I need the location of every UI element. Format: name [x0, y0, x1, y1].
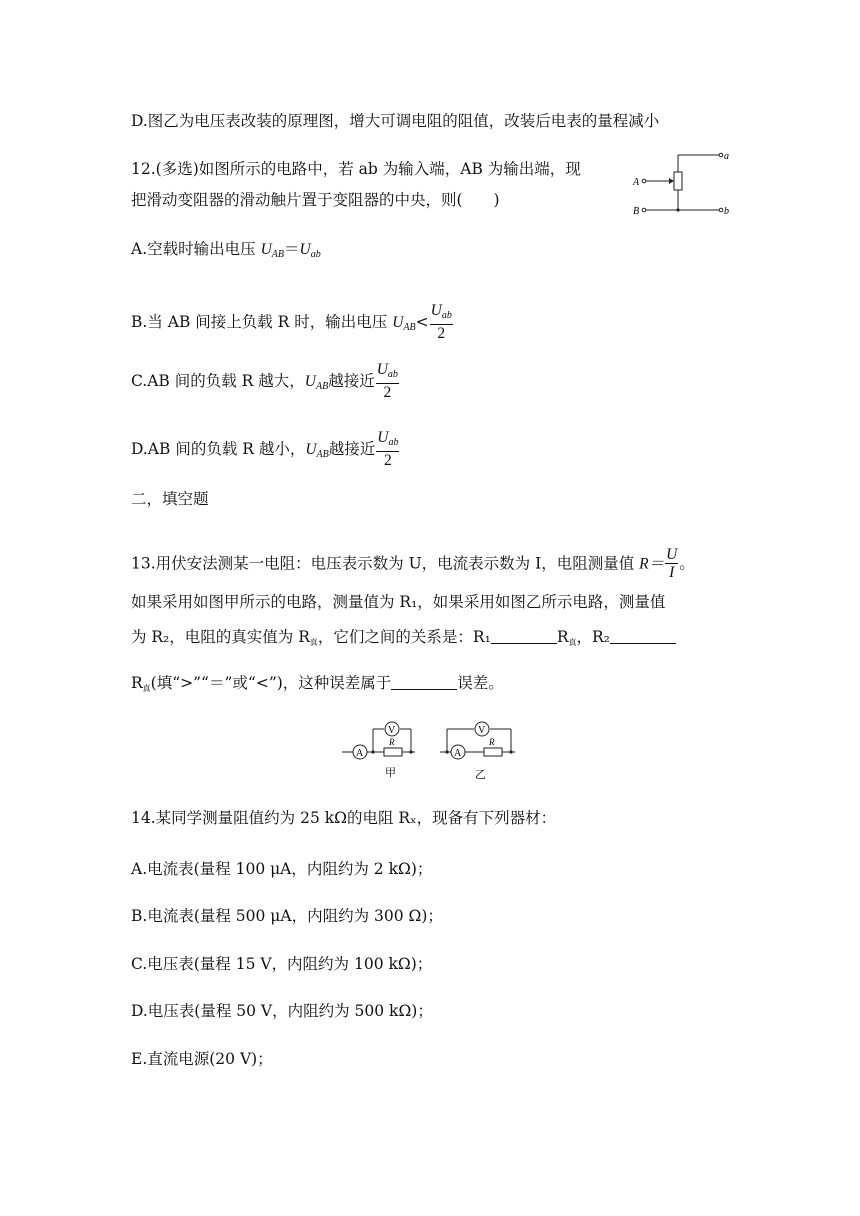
q13-stem-line3: 为 R₂，电阻的真实值为 $R_真$，它们之间的关系是：R₁ $R_真$，R₂ [131, 627, 676, 653]
fig-caption-jia: 甲 [385, 767, 396, 779]
q12-option-d: D.AB 间的负载 R 越小，$U_{AB}$越接近 $\frac{U_{ab}}{2}$ [131, 429, 399, 469]
q12-option-a: A.空载时输出电压 $U_{AB}=U_{ab}$ [131, 240, 321, 260]
q14-option-b: B.电流表(量程 500 μA，内阻约为 300 Ω)； [131, 907, 443, 925]
q13-circuit-diagrams [340, 716, 530, 784]
q13-blank-3[interactable] [391, 675, 457, 690]
fig-yi-resistor: R [489, 737, 495, 747]
q12-stem-line1: 12.(多选)如图所示的电路中，若 ab 为输入端，AB 为输出端，现 [131, 160, 581, 178]
q12-label-A: A [633, 177, 640, 188]
fig-caption-yi: 乙 [475, 769, 486, 781]
q13-blank-2[interactable] [610, 629, 676, 644]
q12-option-b: B.当 AB 间接上负载 R 时，输出电压 $U_{AB}<$ $\frac{U_{ab}}{2}$ [131, 302, 452, 342]
fig-jia-ammeter: A [356, 748, 364, 759]
fig-jia-voltmeter: V [388, 725, 396, 736]
q14-option-a: A.电流表(量程 100 μA，内阻约为 2 kΩ)； [131, 860, 433, 878]
q12-label-a: a [724, 151, 729, 162]
fig-yi-ammeter: A [454, 748, 462, 759]
q11-option-d: D.图乙为电压表改装的原理图，增大可调电阻的阻值，改装后电表的量程减小 [131, 112, 660, 130]
q14-option-d: D.电压表(量程 50 V，内阻约为 500 kΩ)； [131, 1002, 433, 1020]
q12-circuit-diagram [632, 146, 742, 222]
q14-stem: 14.某同学测量阻值约为 25 kΩ的电阻 Rₓ，现备有下列器材： [131, 809, 557, 827]
fig-jia-resistor: R [389, 737, 395, 747]
fig-yi-voltmeter: V [478, 725, 486, 736]
q13-stem-line2: 如果采用如图甲所示的电路，测量值为 R₁，如果采用如图乙所示电路，测量值 [131, 593, 666, 611]
q12-label-B: B [633, 206, 640, 217]
q14-option-e: E.直流电源(20 V)； [131, 1050, 273, 1068]
section-fill-in-heading: 二，填空题 [131, 490, 209, 508]
q13-stem-line4: $R_真$(填“>”“＝”或“<”)，这种误差属于 误差。 [131, 674, 504, 693]
q13-blank-1[interactable] [491, 629, 557, 644]
q13-stem-line1: 13.用伏安法测某一电阻：电压表示数为 U，电流表示数为 I，电阻测量值 R＝ $\frac{U}{I}$ 。 [131, 546, 695, 581]
q12-option-c: C.AB 间的负载 R 越大，$U_{AB}$越接近 $\frac{U_{ab}}{2}$ [131, 361, 398, 401]
q12-stem-line2: 把滑动变阻器的滑动触片置于变阻器的中央，则( ) [131, 191, 500, 209]
q14-option-c: C.电压表(量程 15 V，内阻约为 100 kΩ)； [131, 955, 433, 973]
q12-label-b: b [724, 206, 729, 217]
